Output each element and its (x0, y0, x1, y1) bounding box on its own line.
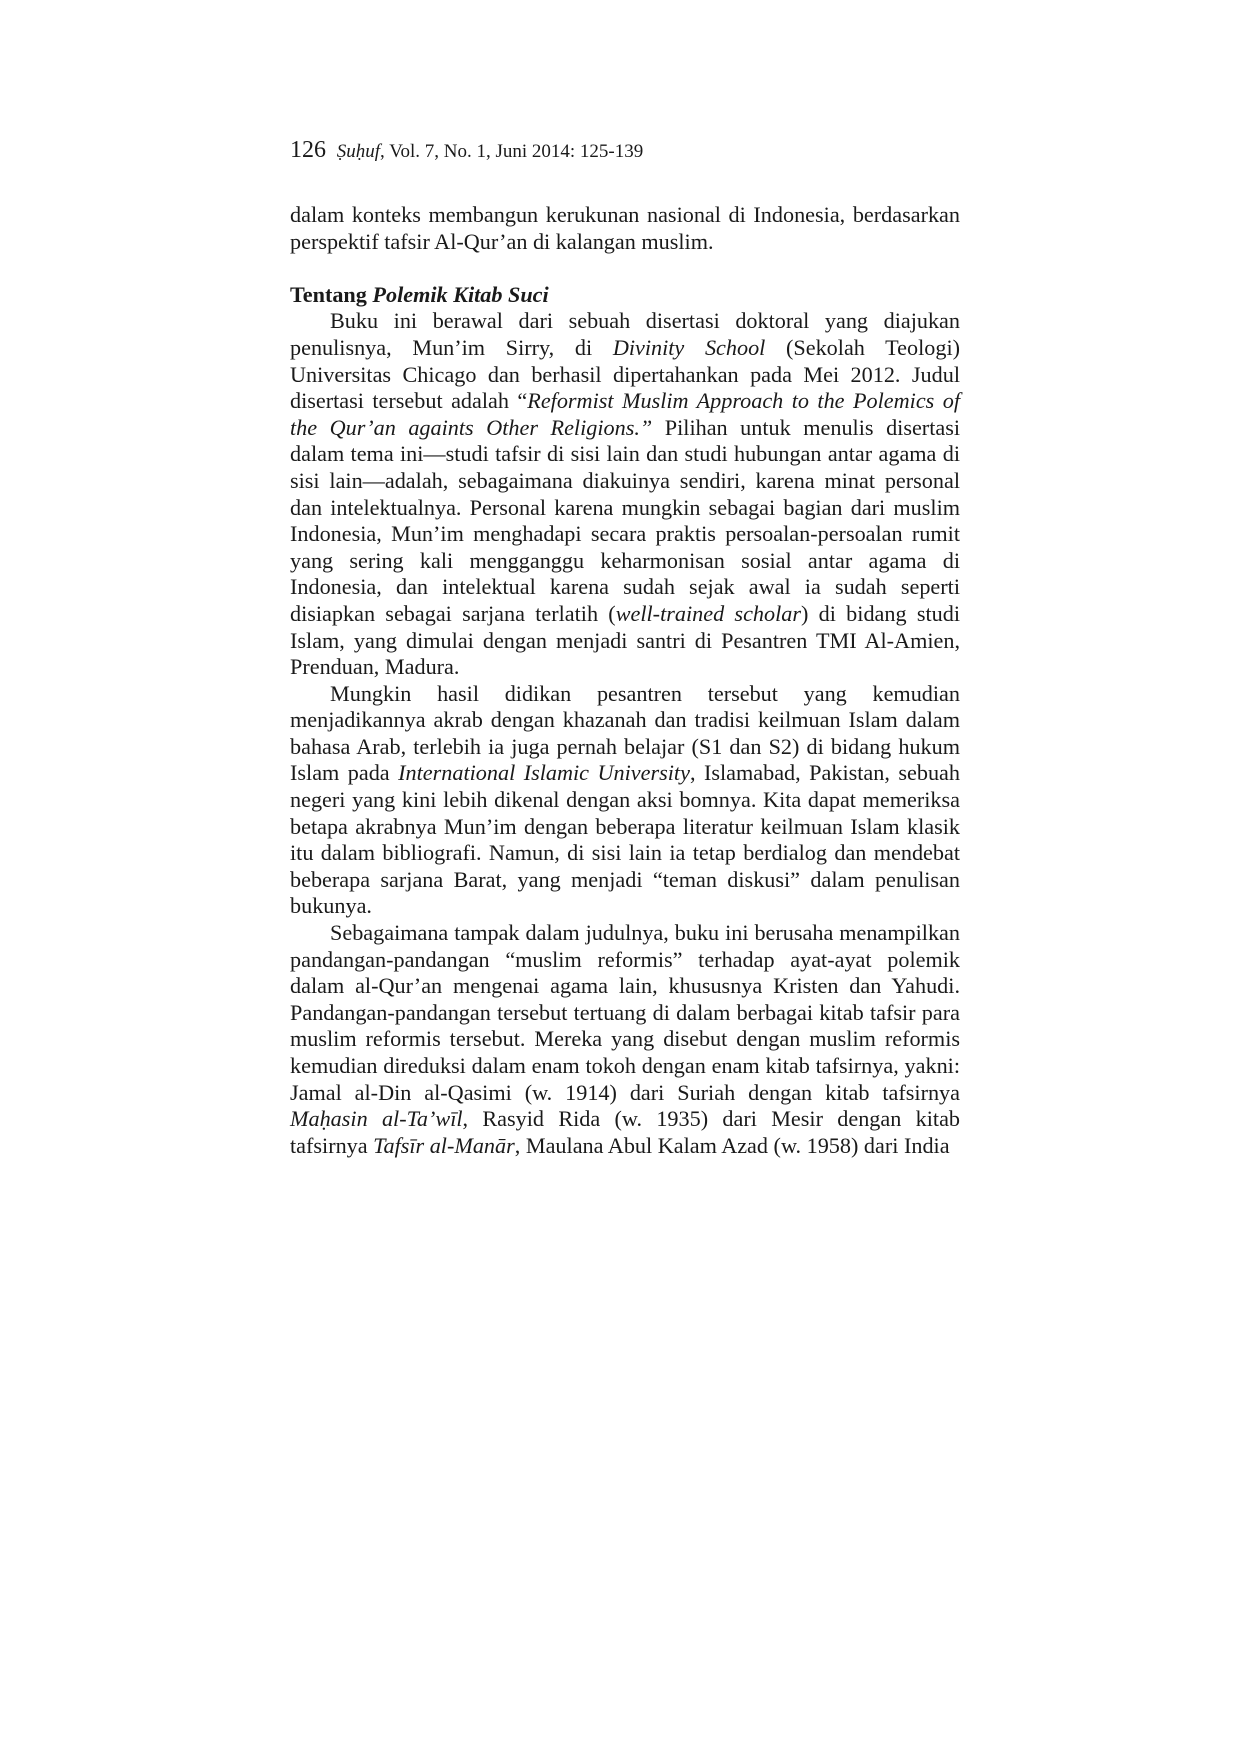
p2-text-1: Mungkin hasil didikan pesantren tersebut yang kemudian menjadikannya akrab dengan khazanah dan tradisi keilmuan Islam dalam bahasa Arab, terlebih ia juga pernah belajar (S1 dan S2) di bidang hukum Islam pada (290, 680, 960, 786)
p1-text-2: (Sekolah Teologi) Universitas Chicago dan berhasil dipertahankan pada Mei 2012. Judul disertasi tersebut adalah “ (290, 334, 960, 414)
paragraph-1 (290, 308, 960, 680)
p3-text-3: , Maulana Abul Kalam Azad (w. 1958) dari India (514, 1132, 950, 1158)
p1-text-1: Buku ini berawal dari sebuah disertasi doktoral yang diajukan penulisnya, Mun’im Sirry, di (290, 308, 960, 360)
p3-italic-2: Tafsīr al-Manār (373, 1132, 515, 1158)
p1-text-3: Pilihan untuk menulis disertasi dalam tema ini—studi tafsir di sisi lain dan studi hubungan antar agama di sisi lain—adalah, sebagaimana diakuinya sendiri, karena minat personal dan intelektualnya. Personal karena mungkin sebagai bagian dari muslim Indonesia, Mun’im menghadapi secara praktis persoalan-persoalan rumit yang sering kali mengganggu keharmonisan sosial antar agama di Indonesia, dan intelektual karena sudah sejak awal ia sudah seperti disiapkan sebagai sarjana terlatih ( (290, 414, 961, 626)
p3-italic-1: Maḥasin al-Ta’wīl (290, 1106, 463, 1132)
intro-paragraph: dalam konteks membangun kerukunan nasional di Indonesia, berdasarkan perspektif tafsir Al-Qur’an di kalangan muslim. (290, 202, 960, 254)
p1-italic-3: well-trained scholar (615, 600, 801, 626)
p3-text-2: , Rasyid Rida (w. 1935) dari Mesir dengan kitab tafsirnya (290, 1106, 961, 1158)
p1-italic-1: Divinity School (612, 334, 766, 360)
section-heading-italic: Polemik Kitab Suci (372, 281, 549, 307)
p1-italic-2: Reformist Muslim Approach to the Polemics of the Qur’an againts Other Religions.” (290, 388, 961, 440)
journal-issue: , Vol. 7, No. 1, Juni 2014: 125-139 (380, 141, 644, 162)
section-heading-plain: Tentang (290, 281, 373, 307)
p3-text-1: Sebagaimana tampak dalam judulnya, buku ini berusaha menampilkan pandangan-pandangan “muslim reformis” terhadap ayat-ayat polemik dalam al-Qur’an mengenai agama lain, khususnya Kristen dan Yahudi. Pandangan-pandangan tersebut tertuang di dalam berbagai kitab tafsir para muslim reformis tersebut. Mereka yang disebut dengan muslim reformis kemudian direduksi dalam enam tokoh dengan enam kitab tafsirnya, yakni: Jamal al-Din al-Qasimi (w. 1914) dari Suriah dengan kitab tafsirnya (290, 920, 960, 1105)
running-header (290, 138, 643, 164)
paragraph-3 (290, 920, 960, 1159)
p2-text-2: , Islamabad, Pakistan, sebuah negeri yang kini lebih dikenal dengan aksi bomnya. Kita dapat memeriksa betapa akrabnya Mun’im dengan beberapa literatur keilmuan Islam klasik itu dalam bibliografi. Namun, di sisi lain ia tetap berdialog dan mendebat beberapa sarjana Barat, yang menjadi “teman diskusi” dalam penulisan bukunya. (290, 760, 960, 919)
paragraph-2 (290, 681, 960, 920)
p2-italic-1: International Islamic University (398, 760, 690, 786)
journal-title: Ṣuḥuf (336, 141, 381, 162)
page-number: 126 (290, 137, 326, 163)
p1-text-4: ) di bidang studi Islam, yang dimulai dengan menjadi santri di Pesantren TMI Al-Amien, Prenduan, Madura. (290, 600, 960, 680)
article-body (290, 202, 960, 1159)
section-heading (290, 282, 960, 309)
